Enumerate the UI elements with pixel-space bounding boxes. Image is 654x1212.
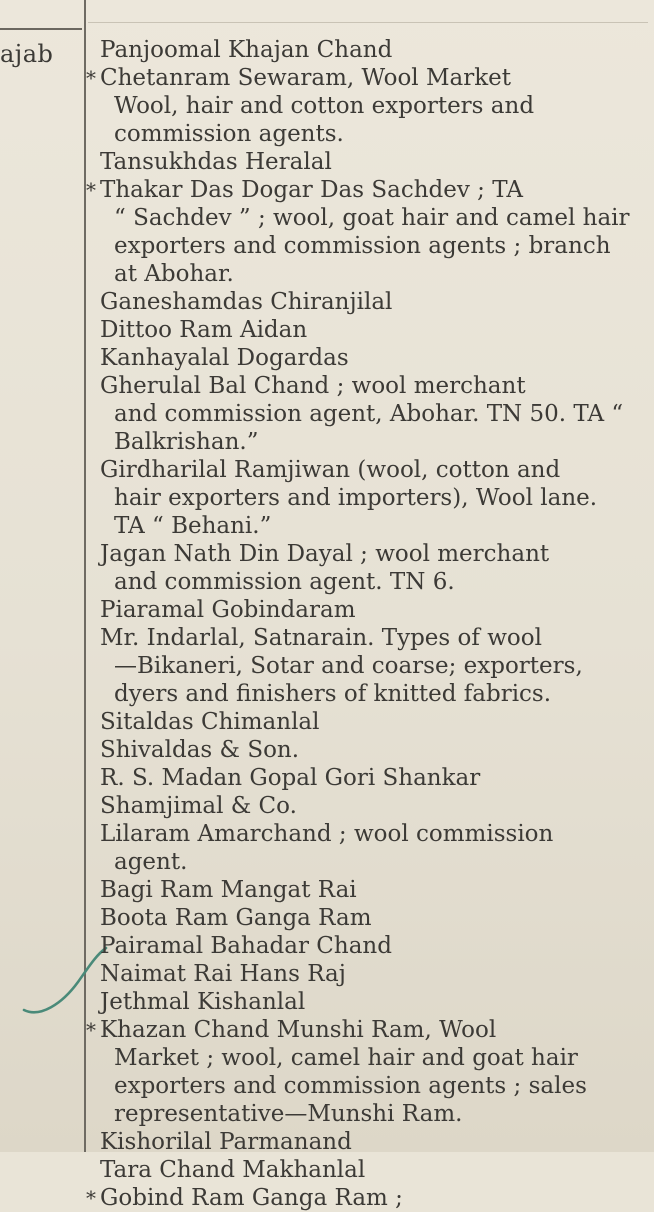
directory-entry bbox=[86, 176, 630, 288]
entry-name: Jethmal Kishanlal bbox=[100, 989, 306, 1015]
asterisk-marker: * bbox=[86, 1186, 96, 1210]
directory-entry bbox=[100, 344, 630, 372]
entry-detail: and commission agent. TN 6. bbox=[114, 569, 455, 595]
directory-entry bbox=[100, 1156, 630, 1184]
entry-name: Jagan Nath Din Dayal ; wool merchant bbox=[100, 541, 550, 567]
entry-name: Shamjimal & Co. bbox=[100, 793, 297, 819]
entry-name: Kanhayalal Dogardas bbox=[100, 345, 349, 371]
entry-name: Boota Ram Ganga Ram bbox=[100, 905, 372, 931]
asterisk-marker: * bbox=[86, 1018, 96, 1042]
directory-entry bbox=[100, 820, 630, 876]
entry-detail: —Bikaneri, Sotar and coarse; exporters, dyers and finishers of knitted fabrics. bbox=[114, 653, 583, 707]
asterisk-marker: * bbox=[86, 66, 96, 90]
directory-entry bbox=[100, 372, 630, 456]
directory-entry bbox=[100, 36, 630, 64]
directory-entry bbox=[100, 960, 630, 988]
entry-name: R. S. Madan Gopal Gori Shankar bbox=[100, 765, 481, 791]
directory-entry bbox=[100, 316, 630, 344]
directory-entry bbox=[86, 1184, 630, 1212]
entry-detail: hair exporters and importers), Wool lane. TA “ Behani.” bbox=[114, 485, 598, 539]
entry-name: Ganeshamdas Chiranjilal bbox=[100, 289, 393, 315]
directory-entry bbox=[100, 596, 630, 624]
entry-name: Khazan Chand Munshi Ram, Wool bbox=[100, 1017, 497, 1043]
entry-name: Gherulal Bal Chand ; wool merchant bbox=[100, 373, 526, 399]
directory-entry bbox=[100, 764, 630, 792]
region-label: ajab bbox=[0, 40, 54, 68]
directory-entry bbox=[100, 456, 630, 540]
entry-name: Tara Chand Makhanlal bbox=[100, 1157, 366, 1183]
directory-entry bbox=[100, 792, 630, 820]
entry-name: Kishorilal Parmanand bbox=[100, 1129, 352, 1155]
entry-detail: Wool, hair and cotton exporters and commission agents. bbox=[114, 93, 535, 147]
directory-entry bbox=[100, 876, 630, 904]
entry-name: Tansukhdas Heralal bbox=[100, 149, 332, 175]
directory-entry bbox=[100, 148, 630, 176]
entry-name: Chetanram Sewaram, Wool Market bbox=[100, 65, 512, 91]
directory-entry bbox=[100, 624, 630, 708]
directory-entry bbox=[100, 288, 630, 316]
entry-detail: agent. bbox=[114, 849, 188, 875]
directory-entry bbox=[100, 904, 630, 932]
entry-name: Gobind Ram Ganga Ram ; bbox=[100, 1185, 403, 1211]
entry-name: Lilaram Amarchand ; wool commission bbox=[100, 821, 554, 847]
entry-name: Panjoomal Khajan Chand bbox=[100, 37, 393, 63]
entry-detail: and commission agent, Abohar. TN 50. TA “ Balkrishan.” bbox=[114, 401, 624, 455]
entry-name: Bagi Ram Mangat Rai bbox=[100, 877, 357, 903]
directory-entry bbox=[100, 540, 630, 596]
directory-entry bbox=[86, 1016, 630, 1128]
entry-detail: Market ; wool, camel hair and goat hair exporters and commission agents ; sales representative—Munshi Ram. bbox=[114, 1045, 587, 1127]
entry-name: Shivaldas & Son. bbox=[100, 737, 300, 763]
entry-name: Sitaldas Chimanlal bbox=[100, 709, 320, 735]
entry-name: Thakar Das Dogar Das Sachdev ; TA bbox=[100, 177, 523, 203]
directory-entries bbox=[86, 36, 630, 1212]
entry-detail: “ Sachdev ” ; wool, goat hair and camel hair exporters and commission agents ; branch at Abohar. bbox=[114, 205, 630, 287]
entry-name: Piaramal Gobindaram bbox=[100, 597, 356, 623]
entry-name: Girdharilal Ramjiwan (wool, cotton and bbox=[100, 457, 561, 483]
directory-entry bbox=[100, 988, 630, 1016]
directory-entry bbox=[100, 736, 630, 764]
entry-name: Dittoo Ram Aidan bbox=[100, 317, 308, 343]
asterisk-marker: * bbox=[86, 178, 96, 202]
entry-name: Pairamal Bahadar Chand bbox=[100, 933, 392, 959]
entry-name: Naimat Rai Hans Raj bbox=[100, 961, 346, 987]
entry-name: Mr. Indarlal, Satnarain. Types of wool bbox=[100, 625, 542, 651]
directory-entry bbox=[100, 932, 630, 960]
directory-entry bbox=[86, 64, 630, 148]
directory-entry bbox=[100, 708, 630, 736]
